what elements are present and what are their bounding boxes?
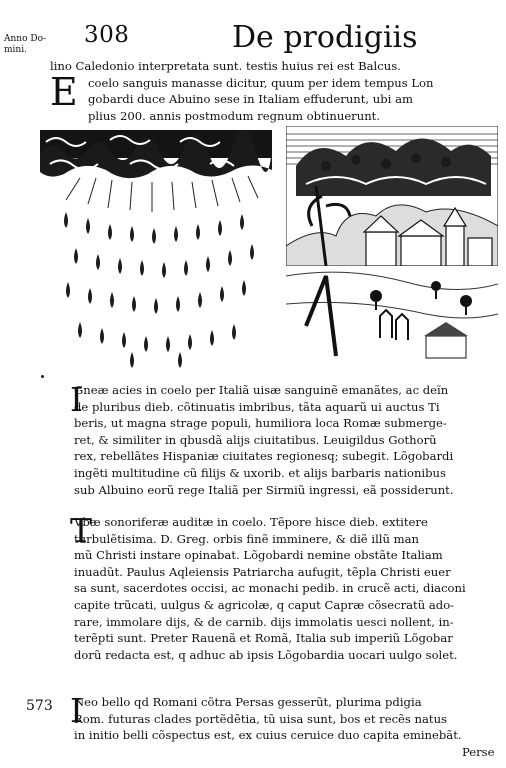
blood-rain-illustration: [40, 130, 272, 370]
margin-year-line: Anno Do-: [4, 34, 47, 44]
dropcap: E: [50, 70, 78, 114]
text-line: beris, ut magna strage populi, humiliora loca Romæ submerge-: [74, 416, 447, 431]
text-line: turbulẽtisima. D. Greg. orbis finẽ imminere, & diẽ illũ man: [74, 531, 420, 546]
dropcap: I: [70, 380, 84, 419]
text-line: gobardi duce Abuino sese in Italiam effuderunt, ubi am: [88, 92, 413, 107]
dropcap: I: [70, 691, 84, 730]
text-line: de pluribus dieb. cõtinuatis imbribus, tãta aquarũ ui auctus Ti: [74, 399, 440, 414]
text-line: Rom. futuras clades portẽdẽtia, tũ uisa sunt, bos et recẽs natus: [74, 711, 448, 726]
text-line: Gneæ acies in coelo per Italiã uisæ sanguinẽ emanãtes, ac deĩn: [74, 383, 449, 397]
text-line: ingẽti multitudine cũ filijs & uxorib. et alijs barbaris nationibus: [74, 465, 446, 480]
text-line: Neo bello qd Romani cõtra Persas gesserũt, plurima pdigia: [74, 695, 422, 709]
body-paragraph: [74, 694, 504, 744]
text-line: dorũ redacta est, q adhuc ab ipsis Lõgobardia uocari uulgo solet.: [74, 647, 458, 662]
text-line: sub Albuino eorũ rege Italiã per Sirmiũ ingressi, eã possiderunt.: [74, 482, 454, 497]
page-number: 308: [84, 22, 130, 48]
text-line: sa sunt, sacerdotes occisi, ac monachi pedib. in crucẽ acti, diaconi: [74, 581, 466, 596]
text-line: lino Caledonio interpretata sunt. testis huius rei est Balcus.: [50, 59, 401, 73]
catchword: Perse: [462, 745, 495, 759]
running-title: De prodigiis: [232, 20, 418, 55]
text-line: rex, rebellãtes Hispaniæ ciuitates regionesq; subegit. Lõgobardi: [74, 449, 454, 464]
battle-over-town-illustration: [286, 126, 498, 370]
text-line: in initio belli cõspectus est, ex cuius ceruice duo capita eminebãt.: [74, 728, 462, 743]
body-paragraph: [74, 382, 504, 498]
text-line: ret, & similiter in qbusdã alijs ciuitatibus. Leuigildus Gothorũ: [74, 432, 437, 447]
text-line: terẽpti sunt. Preter Rauenã et Romã, Italia sub imperiũ Lõgobar: [74, 631, 453, 646]
woodcut-blood-rain: [40, 130, 272, 370]
body-paragraph: [74, 514, 504, 663]
text-line: mũ Christi instare opinabat. Lõgobardi nemine obstãte Italiam: [74, 548, 443, 563]
text-line: inuadũt. Paulus Aqleiensis Patriarcha aufugit, tẽpla Christi euer: [74, 564, 451, 579]
woodcut-battle-over-town: [286, 126, 498, 370]
text-line: capite trũcati, uulgus & agricolæ, q caput Capræ cõsecratũ ado-: [74, 597, 455, 612]
text-line: Vbæ sonoriferæ auditæ in coelo. Tẽpore hisce dieb. extitere: [74, 515, 428, 529]
margin-year-number: 573: [26, 698, 53, 714]
margin-year-note: [4, 34, 48, 56]
text-line: plius 200. annis postmodum regnum obtinuerunt.: [88, 108, 381, 123]
margin-year-line: mini.: [4, 45, 27, 55]
dropcap: T: [70, 511, 93, 550]
ink-dot: [41, 375, 44, 378]
text-line: coelo sanguis manasse dicitur, quum per idem tempus Lon: [88, 75, 434, 90]
text-line: rare, immolare dijs, & de carnib. dijs immolatis uesci nollent, in-: [74, 614, 454, 629]
intro-paragraph: [50, 58, 505, 124]
